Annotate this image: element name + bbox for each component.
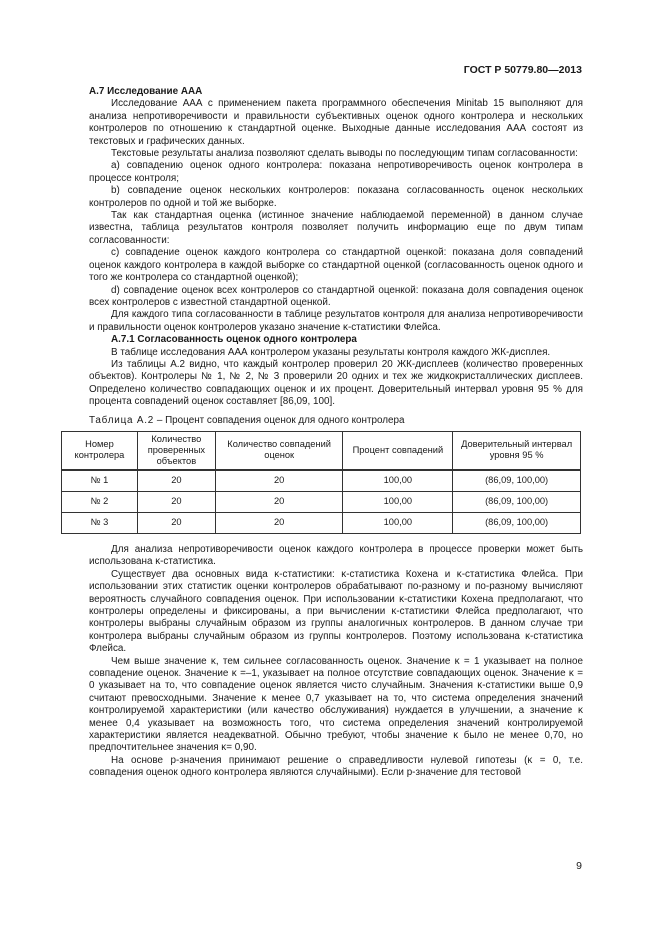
paragraph: Для анализа непротиворечивости оценок каждого контролера в процессе проверки может быть использована κ-статистика. [89,543,583,568]
list-item-d: d) совпадение оценок всех контролеров со стандартной оценкой: показана доля совпадения оценок всех контролеров с известной стандартной оценкой. [89,284,583,308]
table-caption-text: Процент совпадения оценок для одного контролера [165,414,405,426]
header-cell: Номер контролера [62,431,138,470]
paragraph: На основе p-значения принимают решение о справедливости нулевой гипотезы (κ = 0, т.е. совпадения оценок одного контролера являются случайными). Если p-значение для тестовой [89,754,583,779]
table-cell: 100,00 [343,470,453,492]
table-cell: (86,09, 100,00) [453,512,581,533]
table-row [62,512,581,533]
table-row [62,470,581,492]
table-cell: 20 [137,512,215,533]
table-cell: 20 [137,470,215,492]
table-cell: 20 [215,470,343,492]
paragraph: Существует два основных вида κ-статистики: κ-статистика Кохена и κ-статистика Флейса. При использовании этих статистик оценки контролеров обрабатывают по-разному и по-разному вычисляют вероятность случайного совпадения оценок. При использовании κ-статистики Кохена предполагают, что контролеры определены и фиксированы, а при вычислении κ-статистики Флейса предполагают, что контролеры выбраны случайным образом из группы аналогичных контролеров. В данном случае три контролера выбраны случайным образом из группы контролеров. Поэтому использована κ-статистика Флейса. [89,568,583,655]
table-caption-label: Таблица А.2 [89,414,155,426]
header-cell: Процент совпадений [343,431,453,470]
paragraph: Исследование ААА с применением пакета программного обеспечения Minitab 15 выполняют для анализа непротиворечивости и правильности субъективных оценок одного контролера и нескольких контролеров по отношению к стандартной оценке. Выходные данные исследования ААА состоят из текстовых и графических данных. [89,98,583,147]
paragraph: Текстовые результаты анализа позволяют сделать выводы по последующим типам согласованности: [111,148,578,160]
paragraph: Для каждого типа согласованности в таблице результатов контроля для анализа непротиворечивости и правильности оценок контролеров указано значение κ-статистики Флейса. [89,309,583,333]
section-title: А.7 Исследование ААА [89,86,203,97]
table-cell: № 3 [62,512,138,533]
document-code: ГОСТ Р 50779.80—2013 [463,64,582,76]
paragraph: Так как стандартная оценка (истинное значение наблюдаемой переменной) в данном случае известна, таблица результатов контроля позволяет получить информацию еще по двум типам согласованности: [89,210,583,246]
paragraph: Чем выше значение κ, тем сильнее согласованность оценок. Значение κ = 1 указывает на полное совпадение оценок. Значение κ =–1, указывает на полное отсутствие совпадающих оценок. Значение κ = 0 указывает на то, что совпадение оценок является чисто случайным. Значения κ-статистики выше 0,9 считают превосходными. Значение κ менее 0,7 указывает на то, что система определения значений контролируемой характеристики (или качество обслуживания) нуждается в улучшении, а значение κ менее 0,4 указывает на возможность того, что система определения значений контролируемой характеристики является неадекватной. Обычно требуют, чтобы значение κ было не менее 0,70, но предпочтительнее значения κ= 0,90. [89,655,583,754]
page-number: 9 [576,860,582,872]
table-caption-dash: – [154,414,166,426]
header-cell: Количество совпадений оценок [215,431,343,470]
header-cell: Доверительный интервал уровня 95 % [453,431,581,470]
table-cell: № 1 [62,470,138,492]
results-table [61,431,581,534]
table-cell: № 2 [62,491,138,512]
subsection-title: А.7.1 Согласованность оценок одного контролера [111,334,357,346]
table-cell: 20 [215,491,343,512]
paragraph: В таблице исследования ААА контролером указаны результаты контроля каждого ЖК-дисплея. [111,346,551,358]
table-caption [89,415,583,427]
header-cell: Количество проверенных объектов [137,431,215,470]
list-item-b: b) совпадение оценок нескольких контролеров: показана согласованность оценок нескольких контролеров по одной и той же выборке. [89,185,583,209]
table-cell: 20 [215,512,343,533]
table-cell: 20 [137,491,215,512]
table-cell: (86,09, 100,00) [453,470,581,492]
page-content [74,86,583,780]
table-cell: 100,00 [343,512,453,533]
table-header-row [62,431,581,470]
paragraph: Из таблицы А.2 видно, что каждый контролер проверил 20 ЖК-дисплеев (количество проверенных объектов). Контролеры № 1, № 2, № 3 проверили 20 одних и тех же жидкокристаллических дисплеев. Определено количество совпадающих оценок и их процент. Доверительный интервал уровня 95 % для процента совпадений оценок составляет [86,09, 100]. [89,358,583,408]
table-row [62,491,581,512]
table-cell: (86,09, 100,00) [453,491,581,512]
list-item-c: c) совпадение оценок каждого контролера со стандартной оценкой: показана доля совпадений оценок каждого контролера в каждой выборке со стандартной оценкой (согласованность оценок одного и того же контролера со стандартной оценкой); [89,247,583,284]
list-item-a: a) совпадению оценок одного контролера: показана непротиворечивость оценок контролера в процессе контроля; [89,160,583,184]
table-cell: 100,00 [343,491,453,512]
